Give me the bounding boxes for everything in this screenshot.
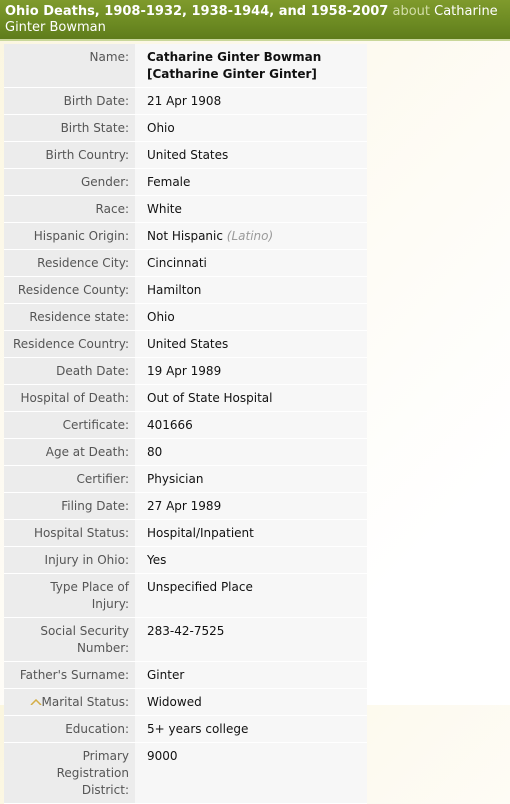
hispanic-origin-note: (Latino) xyxy=(226,229,274,243)
field-row-education xyxy=(4,716,367,743)
field-row-fathers-surname xyxy=(4,662,367,689)
name-alternate: [Catharine Ginter Ginter] xyxy=(147,67,317,81)
field-value: Ginter xyxy=(135,662,367,689)
field-value: White xyxy=(135,196,367,223)
field-label: Primary Registration District: xyxy=(4,743,135,804)
about-label: about xyxy=(392,4,430,19)
field-label: Filing Date: xyxy=(4,493,135,520)
person-name-link[interactable]: Catharine Ginter Bowman xyxy=(5,4,498,35)
field-value xyxy=(135,44,367,88)
field-row-hospital-of-death xyxy=(4,385,367,412)
field-label: Residence Country: xyxy=(4,331,135,358)
field-label: Type Place of Injury: xyxy=(4,574,135,618)
field-label: Birth Date: xyxy=(4,88,135,115)
field-label: Gender: xyxy=(4,169,135,196)
field-row-birth-date xyxy=(4,88,367,115)
field-value: Hospital/Inpatient xyxy=(135,520,367,547)
field-label: Father's Surname: xyxy=(4,662,135,689)
field-label: Certifier: xyxy=(4,466,135,493)
field-label: Residence state: xyxy=(4,304,135,331)
field-value: 5+ years college xyxy=(135,716,367,743)
field-value: Yes xyxy=(135,547,367,574)
field-value: 21 Apr 1908 xyxy=(135,88,367,115)
field-value: United States xyxy=(135,331,367,358)
field-row-residence-city xyxy=(4,250,367,277)
record-details-table xyxy=(4,44,367,804)
field-label: Certificate: xyxy=(4,412,135,439)
field-label: Hospital Status: xyxy=(4,520,135,547)
field-value: Out of State Hospital xyxy=(135,385,367,412)
field-row-residence-country xyxy=(4,331,367,358)
field-value: Physician xyxy=(135,466,367,493)
field-row-type-place-of-injury xyxy=(4,574,367,618)
field-value: Cincinnati xyxy=(135,250,367,277)
field-value: Ohio xyxy=(135,304,367,331)
name-primary: Catharine Ginter Bowman xyxy=(147,50,322,64)
field-label: Birth Country: xyxy=(4,142,135,169)
field-row-hispanic-origin xyxy=(4,223,367,250)
field-value: United States xyxy=(135,142,367,169)
field-row-injury-in-ohio xyxy=(4,547,367,574)
field-row-primary-registration-district xyxy=(4,743,367,804)
field-label: Social Security Number: xyxy=(4,618,135,662)
field-row-gender xyxy=(4,169,367,196)
field-label: Marital Status: xyxy=(4,689,135,716)
field-row-name xyxy=(4,44,367,88)
field-row-birth-country xyxy=(4,142,367,169)
field-row-age-at-death xyxy=(4,439,367,466)
field-row-birth-state xyxy=(4,115,367,142)
field-value: Female xyxy=(135,169,367,196)
hispanic-origin-value: Not Hispanic xyxy=(147,229,223,243)
field-row-certifier xyxy=(4,466,367,493)
field-value: 27 Apr 1989 xyxy=(135,493,367,520)
field-value: 19 Apr 1989 xyxy=(135,358,367,385)
field-label: Hispanic Origin: xyxy=(4,223,135,250)
field-label: Name: xyxy=(4,44,135,88)
field-label: Death Date: xyxy=(4,358,135,385)
field-label: Age at Death: xyxy=(4,439,135,466)
field-value: 9000 xyxy=(135,743,367,804)
field-value: Hamilton xyxy=(135,277,367,304)
field-label: Hospital of Death: xyxy=(4,385,135,412)
collection-title[interactable]: Ohio Deaths, 1908-1932, 1938-1944, and 1958-2007 xyxy=(5,4,389,19)
field-row-residence-county xyxy=(4,277,367,304)
field-value xyxy=(135,223,367,250)
field-row-death-date xyxy=(4,358,367,385)
field-value: Widowed xyxy=(135,689,367,716)
field-value: Ohio xyxy=(135,115,367,142)
field-row-marital-status xyxy=(4,689,367,716)
field-label: Residence City: xyxy=(4,250,135,277)
field-label: Residence County: xyxy=(4,277,135,304)
field-row-race xyxy=(4,196,367,223)
field-value: 401666 xyxy=(135,412,367,439)
field-row-social-security-number xyxy=(4,618,367,662)
caret-up-icon xyxy=(30,699,42,705)
field-value: Unspecified Place xyxy=(135,574,367,618)
field-row-certificate xyxy=(4,412,367,439)
field-label: Birth State: xyxy=(4,115,135,142)
field-label: Race: xyxy=(4,196,135,223)
field-row-residence-state xyxy=(4,304,367,331)
field-label: Injury in Ohio: xyxy=(4,547,135,574)
record-header xyxy=(0,0,510,41)
field-row-hospital-status xyxy=(4,520,367,547)
field-row-filing-date xyxy=(4,493,367,520)
field-label: Education: xyxy=(4,716,135,743)
field-value: 283-42-7525 xyxy=(135,618,367,662)
field-value: 80 xyxy=(135,439,367,466)
